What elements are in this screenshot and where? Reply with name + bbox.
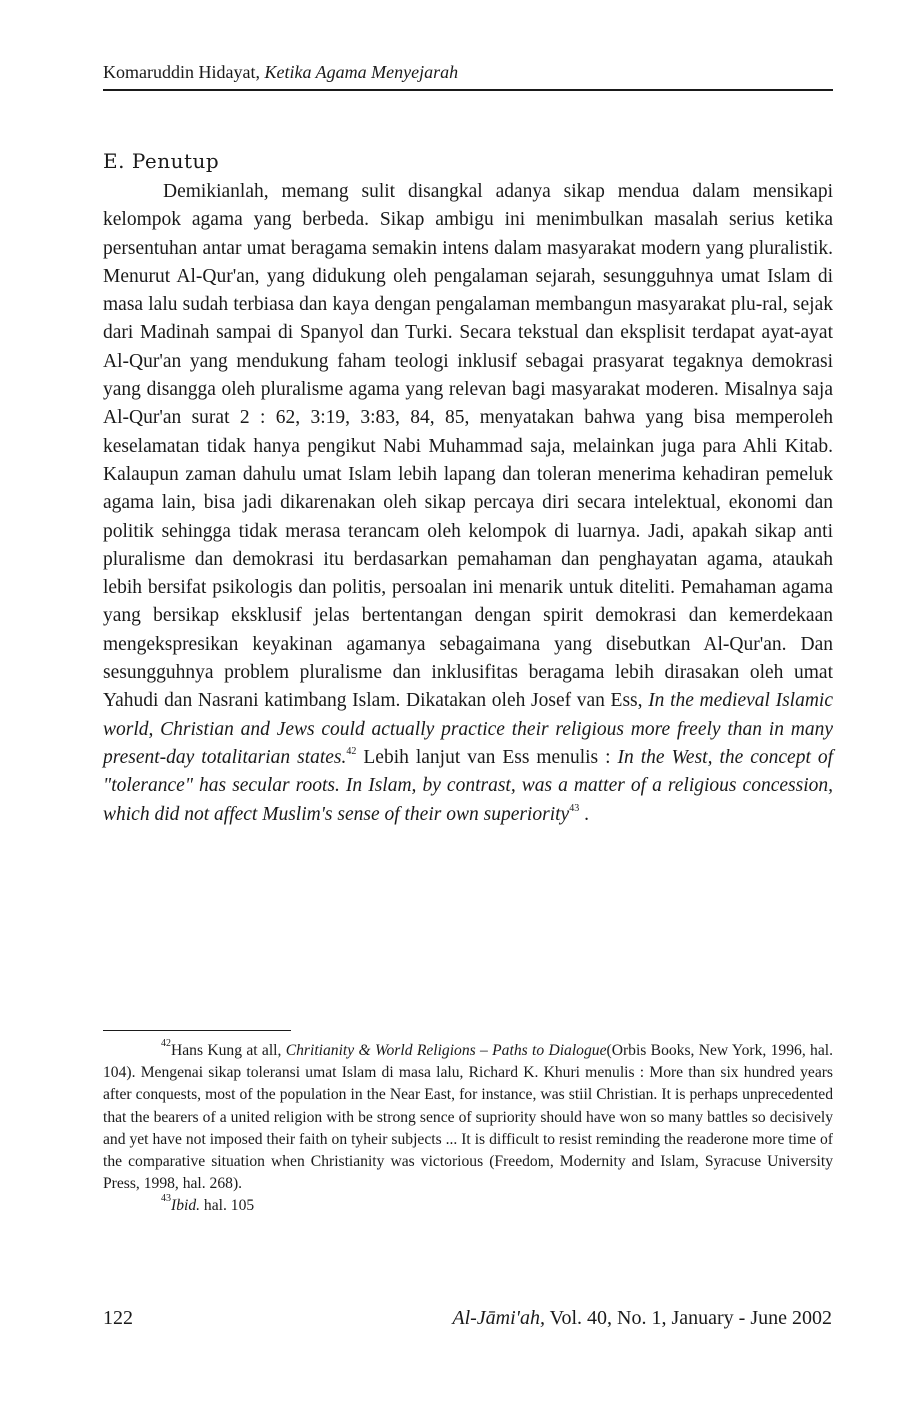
paragraph-end: .: [579, 803, 589, 825]
footnotes: [103, 1040, 833, 1218]
footnote-ref-43[interactable]: 43: [569, 802, 580, 814]
header-rule: [103, 89, 833, 91]
journal-citation: [452, 1305, 832, 1331]
footnote-text: (Orbis Books, New York, 1996, hal. 104). Mengenai sikap toleransi umat Islam di masa lalu, Richard K. Khuri menulis : More than six hundred years after conquests, most of the population in the Near East, for instance, was stiil Christian. It is perhaps unprecedented that the bearers of a united religion with be strong sence of supriority should have won so many battles so decisively and yet have not imposed their faith on tyheir subjects ... It is difficult to resist reminding the readerone more time of the comparative situation when Christianity was victorious (Freedom, Modernity and Islam, Syracuse University Press, 1998, hal. 268).: [103, 1042, 833, 1193]
page-number: 122: [103, 1307, 133, 1329]
paragraph-text: Demikianlah, memang sulit disangkal adanya sikap mendua dalam mensikapi kelompok agama yang berbeda. Sikap ambigu ini menimbulkan masalah serius ketika persentuhan antar umat beragama semakin intens dalam masyarakat modern yang pluralistik. Menurut Al-Qur'an, yang didukung oleh pengalaman sejarah, sesungguhnya umat Islam di masa lalu sudah terbiasa dan kaya dengan pengalaman membangun masyarakat plu-ral, sejak dari Madinah sampai di Spanyol dan Turki. Secara tekstual dan eksplisit terdapat ayat-ayat Al-Qur'an yang mendukung faham teologi inklusif sebagai prasyarat tegaknya demokrasi yang disangga oleh pluralisme agama yang relevan bagi masyarakat moderen. Misalnya saja Al-Qur'an surat 2 : 62, 3:19, 3:83, 84, 85, menyatakan bahwa yang bisa memperoleh keselamatan tidak hanya pengikut Nabi Muhammad saja, melainkan juga para Ahli Kitab. Kalaupun zaman dahulu umat Islam lebih lapang dan toleran menerima kehadiran pemeluk agama lain, bisa jadi dikarenakan oleh sikap percaya diri secara intelektual, ekonomi dan politik sehingga tidak merasa terancam oleh kelompok di luarnya. Jadi, apakah sikap anti pluralisme dan demokrasi itu berdasarkan pemahaman dan penghayatan agama, ataukah lebih bersifat psikologis dan politis, persoalan ini menarik untuk diteliti. Pemahaman agama yang bersikap eksklusif jelas bertentangan dengan spirit demokrasi dan kemerdekaan mengekspresikan keyakinan agamanya sebagaimana yang disebutkan Al-Qur'an. Dan sesungguhnya problem pluralisme dan inklusifitas beragama lebih dirasakan oleh umat Yahudi dan Nasrani katimbang Islam. Dikatakan oleh Josef van Ess,: [103, 181, 833, 712]
footnote-number: 43: [161, 1193, 171, 1205]
footnote-author: Hans Kung at all,: [171, 1042, 286, 1059]
journal-name: Al-Jāmi'ah,: [452, 1307, 545, 1329]
running-header: [103, 60, 833, 84]
quote-van-ess-2: In the West, the concept of "tolerance" has secular roots. In Islam, by contrast, was a matter of a religious concession, which did not affect Muslim's sense of their own superiority: [103, 746, 833, 825]
paragraph-middle: Lebih lanjut van Ess menulis :: [356, 746, 618, 768]
footnote-42: [103, 1040, 833, 1195]
main-paragraph: [103, 178, 833, 829]
footnote-text: hal. 105: [200, 1197, 255, 1215]
header-title: Ketika Agama Menyejarah: [264, 62, 459, 82]
body-text: [103, 178, 833, 829]
footnote-rule: [103, 1030, 291, 1031]
footnote-ref-42[interactable]: 42: [346, 745, 357, 757]
footnote-number: 42: [161, 1038, 171, 1049]
footnote-title: Ibid.: [171, 1197, 201, 1215]
header-author: Komaruddin Hidayat,: [103, 62, 260, 82]
quote-van-ess-1: In the medieval Islamic world, Christian and Jews could actually practice their religious more freely than in many present-day totalitarian states.: [103, 690, 833, 768]
journal-issue: Vol. 40, No. 1, January - June 2002: [544, 1307, 832, 1329]
footnote-43: [103, 1195, 833, 1217]
section-heading: E. Penutup: [103, 149, 220, 173]
footnote-title: Chritianity & World Religions – Paths to Dialogue: [285, 1042, 607, 1059]
